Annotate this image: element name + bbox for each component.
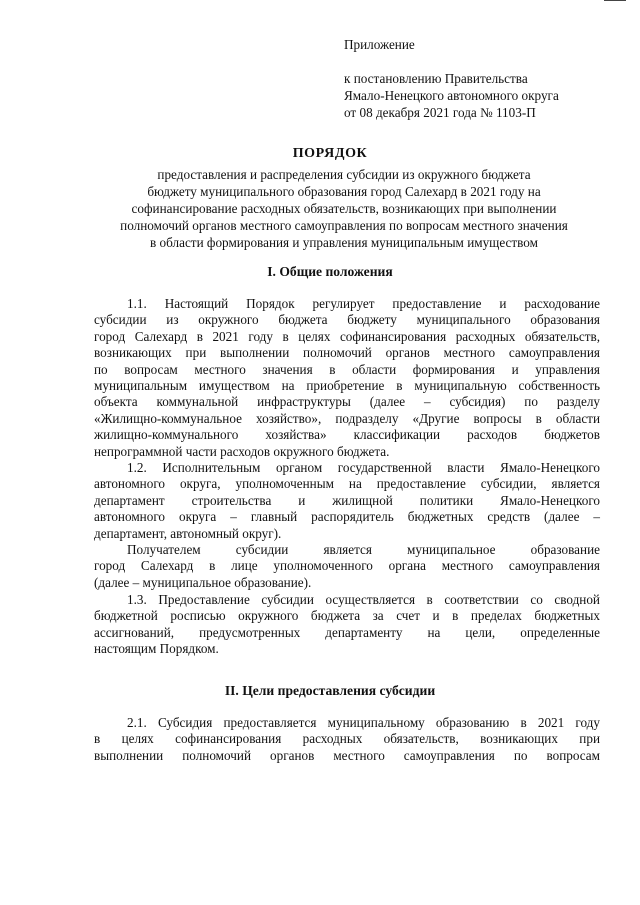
text-line: настоящим Порядком.: [94, 641, 219, 657]
subtitle-line: бюджету муниципального образования город Салехард в 2021 году на: [147, 184, 541, 199]
text-line: возникающих при выполнении полномочий органов местного самоуправления: [94, 345, 600, 361]
text-line: 2.1. Субсидия предоставляется муниципальному образованию в 2021 году: [127, 715, 600, 730]
text-line: непрограммной части расходов окружного бюджета.: [94, 443, 390, 459]
text-line: 1.2. Исполнительным органом государственной власти Ямало-Ненецкого: [127, 460, 600, 475]
text-line: департамент строительства и жилищной политики Ямало-Ненецкого: [94, 492, 600, 508]
text-line: автономного округа – главный распорядитель бюджетных средств (далее –: [94, 509, 600, 525]
text-line: город Салехард в 2021 году в целях софинансирования расходных обязательств,: [94, 328, 600, 344]
paragraph-2-1: [94, 715, 600, 764]
text-line: 1.1. Настоящий Порядок регулирует предоставление и расходование: [127, 296, 600, 311]
text-line: выполнении полномочий органов местного самоуправления по вопросам: [94, 747, 600, 763]
subtitle-line: в области формирования и управления муниципальным имуществом: [150, 235, 538, 250]
text-line: 1.3. Предоставление субсидии осуществляется в соответствии со сводной: [127, 592, 600, 607]
text-line: субсидии из окружного бюджета бюджету муниципального образования: [94, 312, 600, 328]
text-line: муниципальным имуществом на приобретение в муниципальную собственность: [94, 377, 600, 393]
annex-block: [344, 36, 616, 121]
paragraph-1-1: [94, 296, 600, 460]
text-line: ассигнований, предусмотренных департаменту на цели, определенные: [94, 624, 600, 640]
paragraph-1-2: [94, 460, 600, 542]
text-line: (далее – муниципальное образование).: [94, 574, 312, 590]
text-line: автономного округа, уполномоченным на предоставление субсидии, является: [94, 476, 600, 492]
text-line: в целях софинансирования расходных обязательств, возникающих при: [94, 731, 600, 747]
text-line: по вопросам местного значения в области формирования и управления: [94, 361, 600, 377]
text-line: бюджетной росписью окружного бюджета за счет и в пределах бюджетных: [94, 608, 600, 624]
annex-ref-line: от 08 декабря 2021 года № 1103-П: [344, 105, 536, 120]
section-heading-goals: II. Цели предоставления субсидии: [224, 683, 436, 698]
paragraph-recipient: [94, 542, 600, 591]
annex-title: Приложение: [344, 37, 415, 52]
corner-mark: [604, 0, 626, 2]
subtitle-line: предоставления и распределения субсидии из окружного бюджета: [157, 167, 531, 182]
text-line: объекта коммунальной инфраструктуры (далее – субсидия) по разделу: [94, 394, 600, 410]
document-subtitle: [88, 166, 600, 251]
text-line: департамент, автономный округ).: [94, 525, 282, 541]
annex-ref-line: Ямало-Ненецкого автономного округа: [344, 88, 559, 103]
text-line: жилищно-коммунального хозяйства» классификации расходов бюджетов: [94, 427, 600, 443]
subtitle-line: полномочий органов местного самоуправления по вопросам местного значения: [120, 218, 568, 233]
subtitle-line: софинансирование расходных обязательств, возникающих при выполнении: [131, 201, 557, 216]
text-line: «Жилищно-коммунальное хозяйство», подразделу «Другие вопросы в области: [94, 410, 600, 426]
paragraph-1-3: [94, 592, 600, 658]
text-line: Получателем субсидии является муниципальное образование: [127, 542, 600, 557]
section-heading-general: I. Общие положения: [267, 264, 393, 279]
annex-ref-line: к постановлению Правительства: [344, 71, 528, 86]
document-title: ПОРЯДОК: [292, 146, 368, 161]
text-line: город Салехард в лице уполномоченного органа местного самоуправления: [94, 558, 600, 574]
